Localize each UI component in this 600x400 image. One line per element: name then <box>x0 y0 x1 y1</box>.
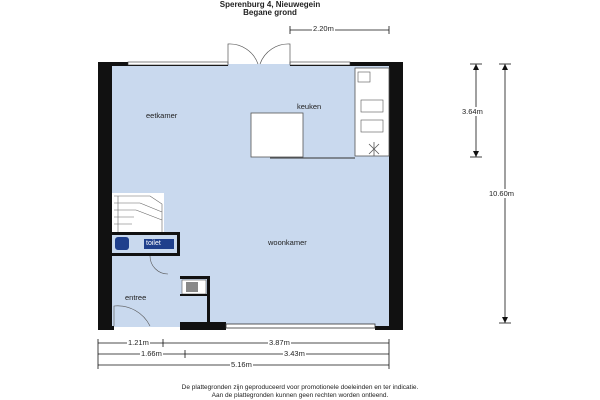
dimension-kitchen-depth: 3.64m <box>462 107 483 116</box>
plan-subtitle: Begane grond <box>243 8 297 17</box>
stair-area <box>112 193 164 233</box>
room-label-entree: entree <box>125 293 147 302</box>
front-window <box>226 324 375 328</box>
toilet-wall-top <box>112 232 180 235</box>
dimension-front-right: 3.43m <box>284 349 305 358</box>
top-window-left <box>128 62 228 65</box>
dimension-front-window: 3.87m <box>269 338 290 347</box>
room-label-eetkamer: eetkamer <box>146 111 178 120</box>
bottom-wall-left <box>98 326 114 330</box>
toilet-wall-right <box>177 232 180 256</box>
garden-door-icon <box>228 44 290 64</box>
dimension-total-depth: 10.60m <box>489 189 515 198</box>
toilet-wall-bottom <box>112 253 180 256</box>
meter-cupboard-wall-r <box>207 276 210 322</box>
disclaimer-line-1: De plattegronden zijn geproduceerd voor promotionele doeleinden en ter indicatie. <box>181 384 419 391</box>
disclaimer-line-2: Aan de plattegronden kunnen geen rechten worden ontleend. <box>211 392 389 399</box>
sink-icon <box>361 100 383 112</box>
dimension-top-width: 2.20m <box>313 24 334 33</box>
bottom-wall-mid <box>180 322 226 330</box>
kitchen-island <box>251 113 303 157</box>
meter-box <box>186 282 198 292</box>
dimension-front-left: 1.66m <box>141 349 162 358</box>
dimension-entree-width: 1.21m <box>128 338 149 347</box>
right-wall <box>389 64 403 330</box>
kitchen-appliance <box>358 72 370 82</box>
plan-title: Sperenburg 4, Nieuwegein <box>219 0 321 9</box>
dimension-total-width: 5.16m <box>231 360 252 369</box>
toilet-icon <box>115 237 129 250</box>
meter-cupboard-wall <box>180 276 210 279</box>
top-window-right <box>290 62 350 65</box>
room-label-toilet: toilet <box>146 240 161 247</box>
dimension-line-top <box>290 26 389 34</box>
left-wall <box>98 64 112 330</box>
cupboard-wall-bottom <box>180 294 210 296</box>
room-label-woonkamer: woonkamer <box>268 238 307 247</box>
sink-icon-2 <box>361 120 383 132</box>
room-label-keuken: keuken <box>297 102 322 111</box>
bottom-wall-right <box>375 326 403 330</box>
